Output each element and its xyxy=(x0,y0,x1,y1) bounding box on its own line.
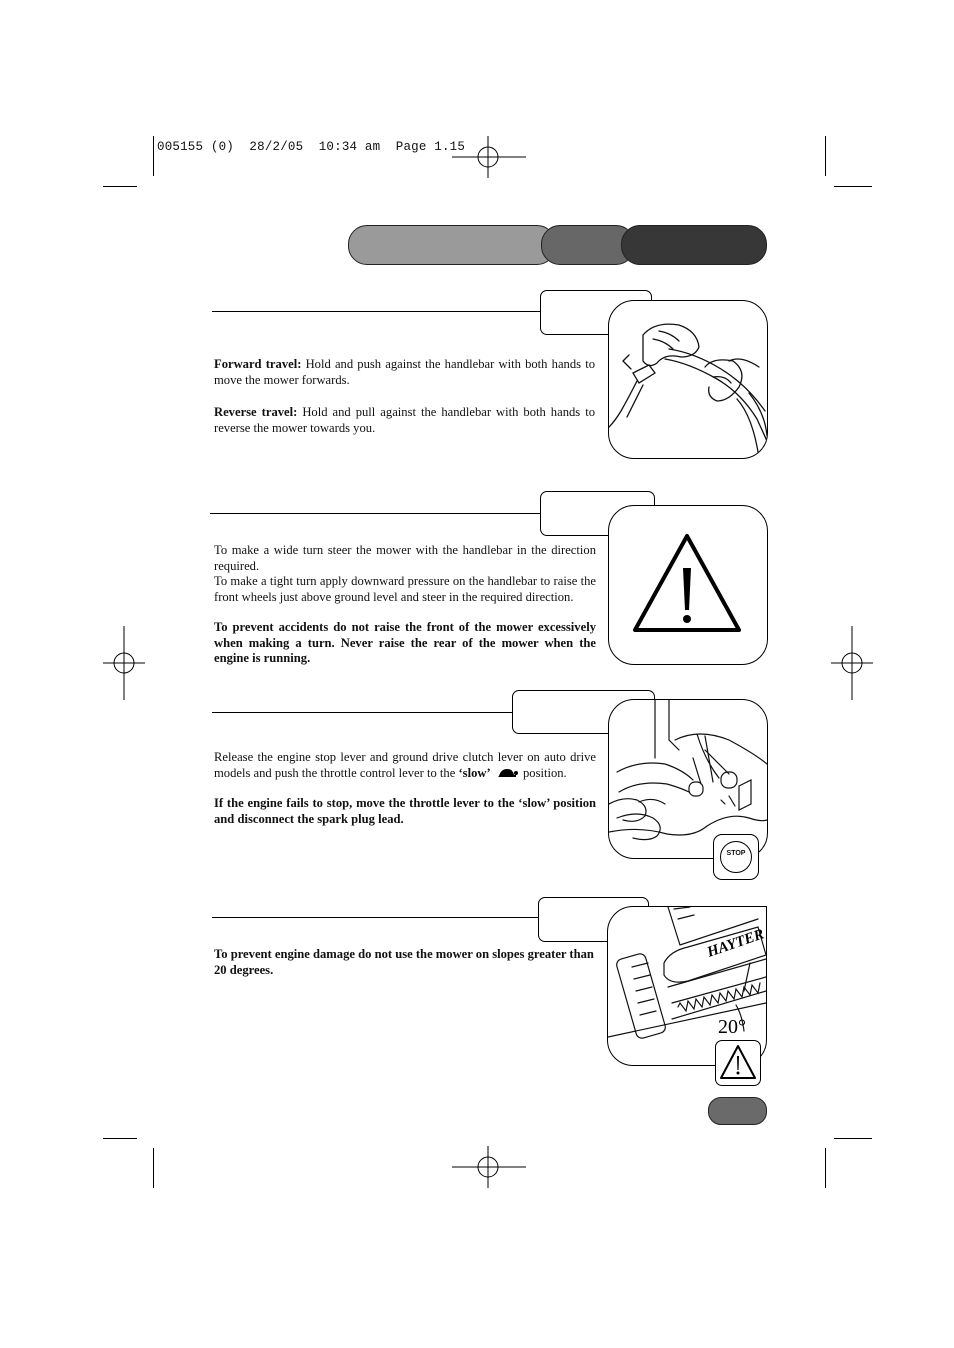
turning-tight: To make a tight turn apply downward pressure on the handlebar to raise the front wheels just above ground level and steer in the required direction. xyxy=(214,574,596,604)
turning-wide: To make a wide turn steer the mower with the handlebar in the direction required. xyxy=(214,543,596,573)
stopping-instruction-end: position. xyxy=(519,765,567,780)
stopping-text xyxy=(214,750,596,827)
slope-angle-label: 20° xyxy=(718,1016,746,1038)
section-rule-travel xyxy=(212,311,542,312)
turning-text xyxy=(214,543,596,667)
page-number-tab xyxy=(708,1097,767,1125)
section-rule-stopping xyxy=(212,712,514,713)
reverse-travel-label: Reverse travel: xyxy=(214,405,298,419)
reverse-travel-text: Hold and pull against the handlebar with both hands to reverse the mower towards you. xyxy=(214,405,595,435)
print-slug: 005155 (0) 28/2/05 10:34 am Page 1.15 xyxy=(157,140,466,154)
stopping-slow-label: ‘slow’ xyxy=(458,765,491,780)
slopes-warning: To prevent engine damage do not use the mower on slopes greater than 20 degrees. xyxy=(214,947,594,977)
forward-travel-label: Forward travel: xyxy=(214,357,302,371)
header-pill-light xyxy=(348,225,556,265)
stop-label: STOP xyxy=(726,850,746,857)
stop-icon xyxy=(720,841,752,873)
warning-triangle-small-icon xyxy=(716,1041,760,1085)
forward-travel-text: Hold and push against the handlebar with both hands to move the mower forwards. xyxy=(214,357,596,387)
section-rule-slopes xyxy=(212,917,542,918)
tortoise-icon xyxy=(496,768,518,778)
header-pill-dark xyxy=(621,225,767,265)
travel-text xyxy=(214,356,595,436)
section-rule-turning xyxy=(210,513,542,514)
stop-badge xyxy=(713,834,759,880)
turning-warning: To prevent accidents do not raise the front of the mower excessively when making a turn. Never raise the rear of the mower when the engine is running. xyxy=(214,620,596,665)
stopping-warning: If the engine fails to stop, move the throttle lever to the ‘slow’ position and disconnect the spark plug lead. xyxy=(214,796,596,826)
stopping-instruction: Release the engine stop lever and ground drive clutch lever on auto drive models and push the throttle control lever to the xyxy=(214,750,596,780)
slope-warning-badge xyxy=(715,1040,761,1086)
hayter-brand: HAYTER xyxy=(705,926,766,961)
warning-illustration xyxy=(608,505,768,665)
handlebar-illustration xyxy=(608,300,768,459)
